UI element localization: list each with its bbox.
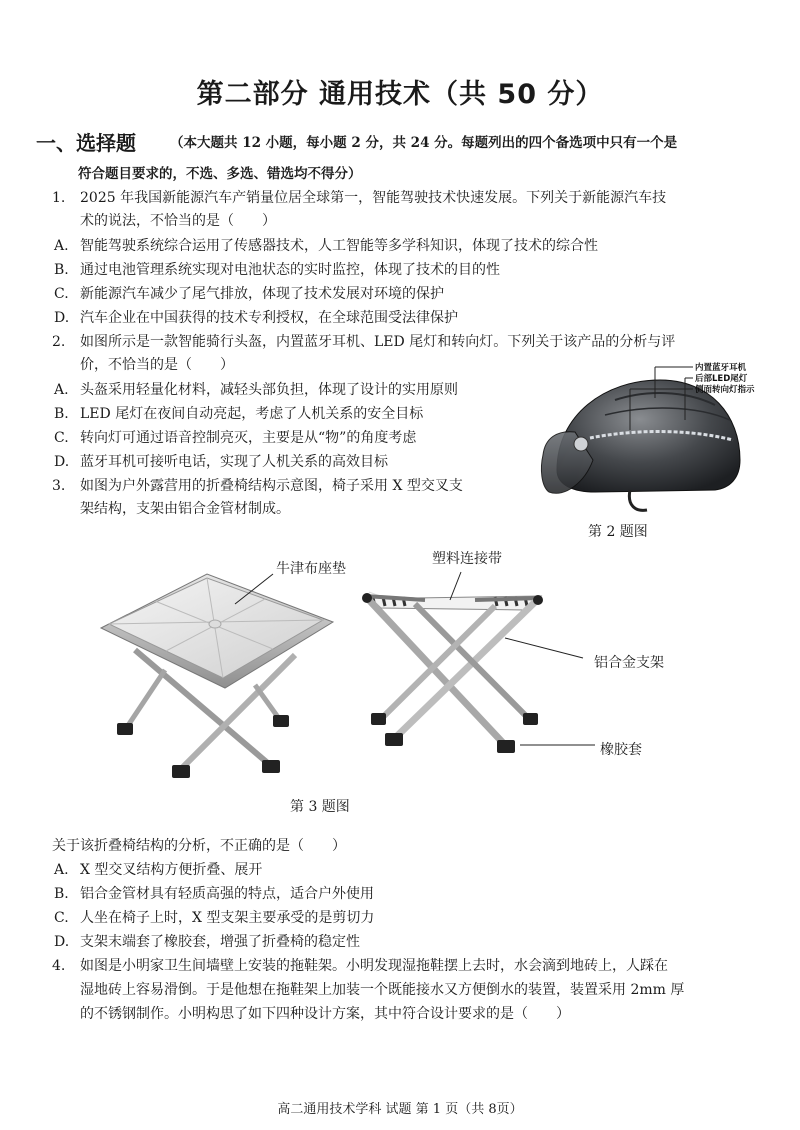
page-footer: 高二通用技术学科 试题 第 1 页（共 8页） [277,1102,523,1117]
page-title: 第二部分 通用技术（共 50 分） [196,79,604,110]
option-text: 智能驾驶系统综合运用了传感器技术，人工智能等多学科知识，体现了技术的综合性 [80,238,598,254]
option-label: A. [54,862,69,878]
x-frame-stool-figure [355,570,625,770]
figure-label-cap: 橡胶套 [600,742,642,758]
option-label: A. [54,238,69,254]
option-label: C. [54,430,69,446]
option-text: 铝合金管材具有轻质高强的特点，适合户外使用 [80,886,374,902]
question-number: 3. [52,478,66,494]
option-label: D. [54,454,70,470]
figure-label-seat: 牛津布座垫 [276,561,346,577]
question-stem: 2025 年我国新能源汽车产销量位居全球第一，智能驾驶技术快速发展。下列关于新能源汽车技 [80,190,667,206]
option-text: 汽车企业在中国获得的技术专利授权，在全球范围受法律保护 [80,310,458,326]
question-stem-cont: 术的说法，不恰当的是（ ） [80,213,276,229]
option-text: 支架末端套了橡胶套，增强了折叠椅的稳定性 [80,934,360,950]
option-text: 新能源汽车减少了尾气排放，体现了技术发展对环境的保护 [80,286,444,302]
section-heading: 一、选择题 [36,131,136,155]
figure-label-frame: 铝合金支架 [594,655,664,671]
question-stem-cont: 架结构，支架由铝合金管材制成。 [80,501,290,517]
option-text: 通过电池管理系统实现对电池状态的实时监控，体现了技术的目的性 [80,262,500,278]
option-label: D. [54,310,70,326]
figure-label: 侧面转向灯指示 [695,385,755,395]
section-note-cont: 符合题目要求的，不选、多选、错选均不得分） [78,166,362,182]
question-stem: 如图为户外露营用的折叠椅结构示意图，椅子采用 X 型交叉支 [80,478,463,494]
question-number: 1. [52,190,66,206]
option-label: A. [54,382,69,398]
figure-label: 后部LED尾灯 [695,374,748,384]
square-stool-figure [95,560,345,790]
option-text: LED 尾灯在夜间自动亮起，考虑了人机关系的安全目标 [80,406,424,422]
option-label: B. [54,406,69,422]
option-label: B. [54,262,69,278]
question-number: 2. [52,334,66,350]
question-number: 4. [52,958,66,974]
section-note: （本大题共 12 小题，每小题 2 分，共 24 分。每题列出的四个备选项中只有一个是 [170,135,678,151]
helmet-figure [535,360,765,520]
question-stem-cont: 湿地砖上容易滑倒。于是他想在拖鞋架上加装一个既能接水又方便倒水的装置，装置采用 2mm 厚 [80,982,685,998]
figure-label-strap: 塑料连接带 [432,551,502,567]
option-text: 蓝牙耳机可接听电话，实现了人机关系的高效目标 [80,454,388,470]
question-stem-cont: 的不锈钢制作。小明构思了如下四种设计方案，其中符合设计要求的是（ ） [80,1006,570,1022]
option-text: 转向灯可通过语音控制亮灭，主要是从“物”的角度考虑 [80,430,417,446]
question-stem-cont: 价，不恰当的是（ ） [80,357,234,373]
figure-caption: 第 3 题图 [290,799,350,815]
question-stem: 如图所示是一款智能骑行头盔，内置蓝牙耳机、LED 尾灯和转向灯。下列关于该产品的分析与评 [80,334,676,350]
question-prompt: 关于该折叠椅结构的分析，不正确的是（ ） [52,838,346,854]
option-label: B. [54,886,69,902]
option-text: X 型交叉结构方便折叠、展开 [80,862,263,878]
figure-caption: 第 2 题图 [588,524,648,540]
option-label: D. [54,934,70,950]
figure-label: 内置蓝牙耳机 [695,363,747,373]
option-label: C. [54,286,69,302]
option-text: 人坐在椅子上时，X 型支架主要承受的是剪切力 [80,910,375,926]
option-label: C. [54,910,69,926]
option-text: 头盔采用轻量化材料，减轻头部负担，体现了设计的实用原则 [80,382,458,398]
question-stem: 如图是小明家卫生间墙壁上安装的拖鞋架。小明发现湿拖鞋摆上去时，水会滴到地砖上，人踩在 [80,958,668,974]
